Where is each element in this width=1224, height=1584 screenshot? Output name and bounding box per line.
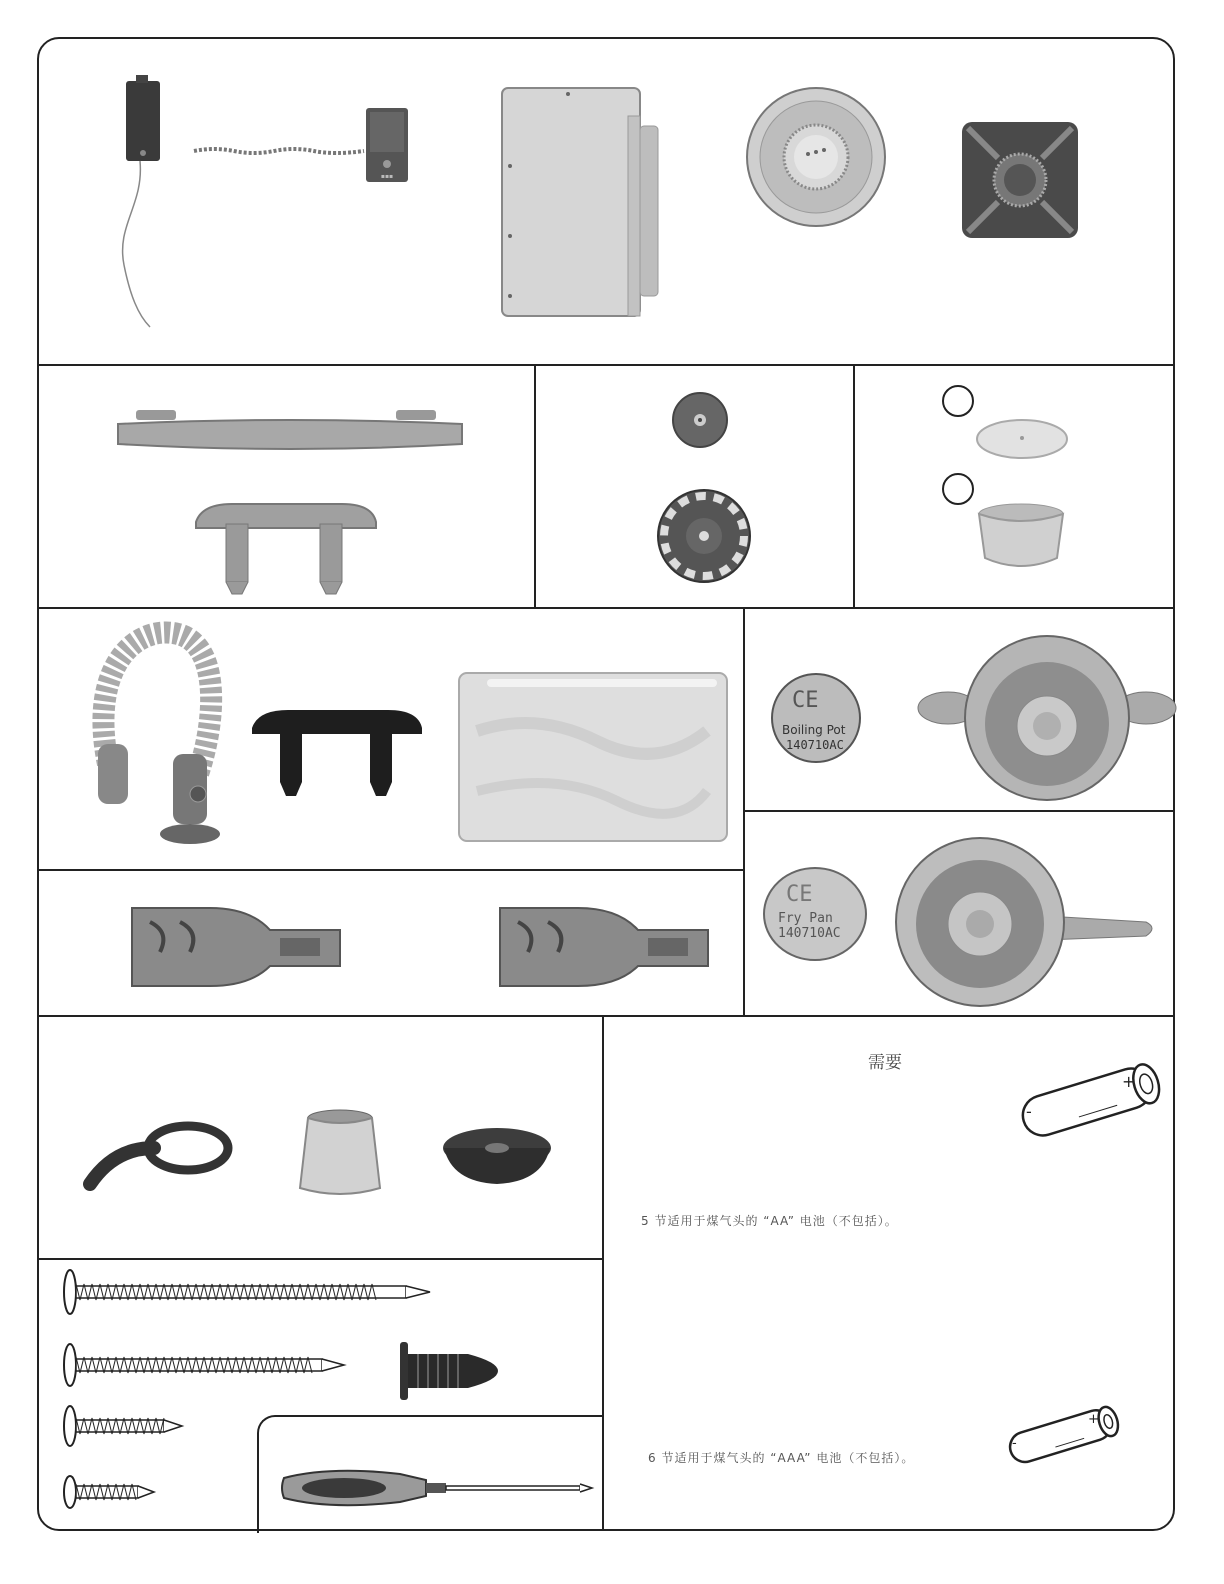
clear-panel [457, 671, 729, 843]
hook-ring [84, 1118, 234, 1190]
long-screw [62, 1268, 432, 1316]
callout-circle-2 [941, 472, 975, 506]
aaa-plus-sign: + [1088, 1412, 1099, 1427]
fry-pan-ce-mark: CE [786, 882, 813, 907]
divider [37, 869, 744, 871]
wire-harness [194, 145, 364, 157]
fry-pan-code: 140710AC [778, 926, 841, 941]
divider [743, 810, 1175, 812]
large-knob [656, 488, 752, 584]
divider [37, 607, 1175, 609]
aa-plus-sign: + [1122, 1072, 1136, 1091]
oven-door-panel [500, 86, 665, 318]
bowl-cup [977, 502, 1065, 572]
aa-minus-sign: - [1026, 1102, 1032, 1121]
push-rivet [398, 1340, 502, 1402]
aa-battery-note: 5 节适用于煤气头的 “AA” 电池（不包括）。 [641, 1214, 898, 1228]
kitchen-faucet [78, 624, 223, 849]
required-heading: 需要 [868, 1053, 902, 1073]
faucet-mount-right [498, 902, 712, 988]
svg-text:▪▪▪: ▪▪▪ [380, 173, 394, 180]
circuit-module [364, 108, 410, 184]
divider [853, 364, 855, 608]
aaa-minus-sign: - [1012, 1436, 1017, 1451]
long-handle [116, 410, 466, 455]
mini-screw [62, 1474, 158, 1510]
screwdriver [280, 1466, 594, 1510]
boiling-pot-name: Boiling Pot [782, 723, 846, 737]
cone-sleeve [298, 1108, 382, 1200]
medium-screw [62, 1342, 346, 1388]
boiling-pot-ce-mark: CE [792, 688, 819, 713]
burner-cap-dish [442, 1126, 552, 1186]
square-burner-grate [958, 118, 1082, 242]
callout-circle-1 [941, 384, 975, 418]
boiling-pot [918, 634, 1176, 804]
round-burner-top [745, 86, 887, 228]
battery-box-with-wire [110, 75, 170, 335]
boiling-pot-code: 140710AC [786, 738, 844, 752]
plate-lid [975, 418, 1069, 460]
short-screw [62, 1404, 184, 1448]
short-handle [192, 502, 380, 598]
aaa-battery-icon [1002, 1404, 1126, 1464]
faucet-mount-left [130, 902, 344, 988]
divider [37, 1258, 603, 1260]
divider [37, 1015, 1175, 1017]
divider [37, 364, 1175, 366]
divider [534, 364, 536, 608]
black-handle [248, 708, 424, 800]
aaa-battery-note: 6 节适用于煤气头的 “AAA” 电池（不包括）。 [648, 1451, 915, 1465]
aa-battery-icon [1014, 1060, 1172, 1136]
small-knob [671, 391, 729, 449]
fry-pan [896, 836, 1158, 1008]
fry-pan-name: Fry Pan [778, 911, 833, 926]
